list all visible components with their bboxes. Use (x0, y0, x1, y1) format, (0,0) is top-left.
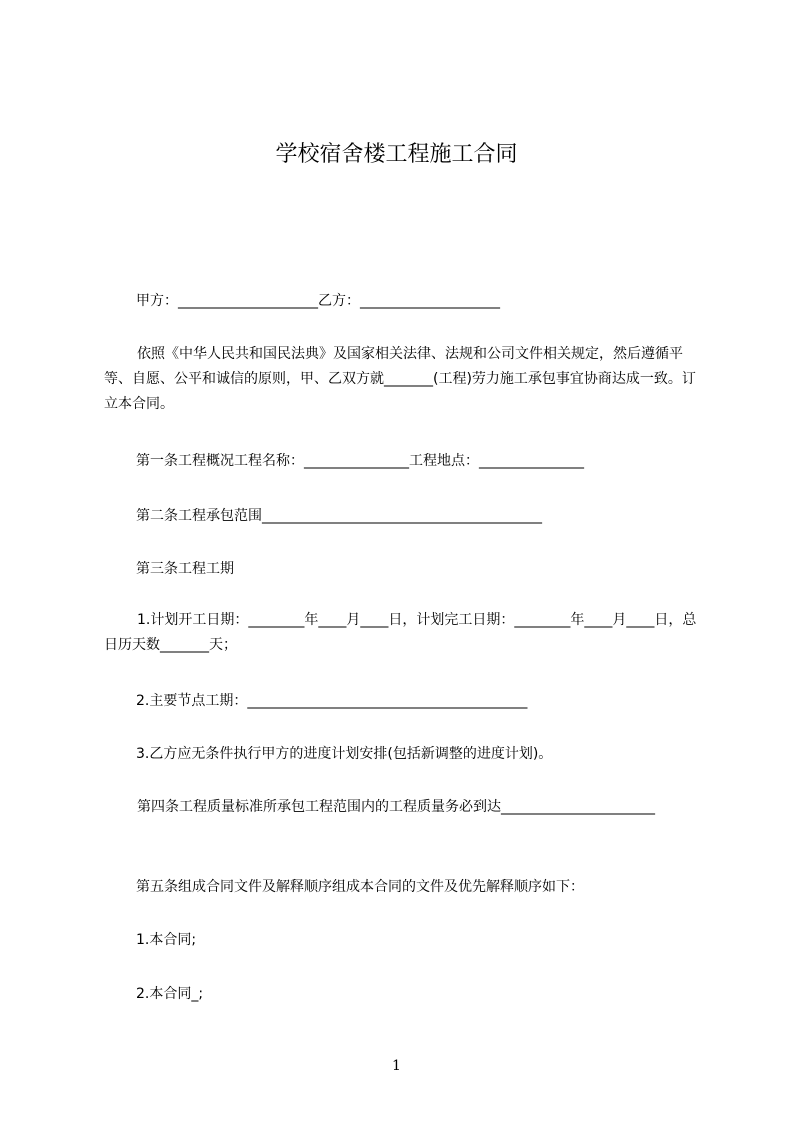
page-number: 1 (392, 1058, 401, 1074)
article-3-item-2-milestones: 2.主要节点工期：________________________________________ (136, 693, 528, 709)
intro-paragraph: 依照《中华人民共和国民法典》及国家相关法律、法规和公司文件相关规定，然后遵循平等、自愿、公平和诚信的原则，甲、乙双方就_______(工程)劳力施工承包事宜协商达成一致。订立本合同。 (104, 346, 696, 412)
article-3-construction-period: 第三条工程工期 (136, 561, 234, 577)
article-5-contract-documents: 第五条组成合同文件及解释顺序组成本合同的文件及优先解释顺序如下： (136, 879, 584, 895)
document-title: 学校宿舍楼工程施工合同 (275, 142, 518, 167)
article-4-quality-standard: 第四条工程质量标准所承包工程范围内的工程质量务必到达______________________ (137, 799, 655, 815)
article-3-item-1-dates: 1.计划开工日期：________年____月____日，计划完工日期：________年____月____日，总日历天数_______天； (104, 612, 697, 653)
article-1-project-overview: 第一条工程概况工程名称：_______________工程地点：_______________ (136, 453, 584, 469)
article-2-contract-scope: 第二条工程承包范围________________________________________ (136, 508, 542, 524)
article-5-item-1: 1.本合同; (136, 932, 197, 948)
article-5-item-2: 2.本合同_; (136, 986, 204, 1002)
parties-line: 甲方：____________________乙方：____________________ (136, 293, 500, 309)
article-3-item-3-schedule: 3.乙方应无条件执行甲方的进度计划安排(包括新调整的进度计划)。 (136, 746, 553, 762)
